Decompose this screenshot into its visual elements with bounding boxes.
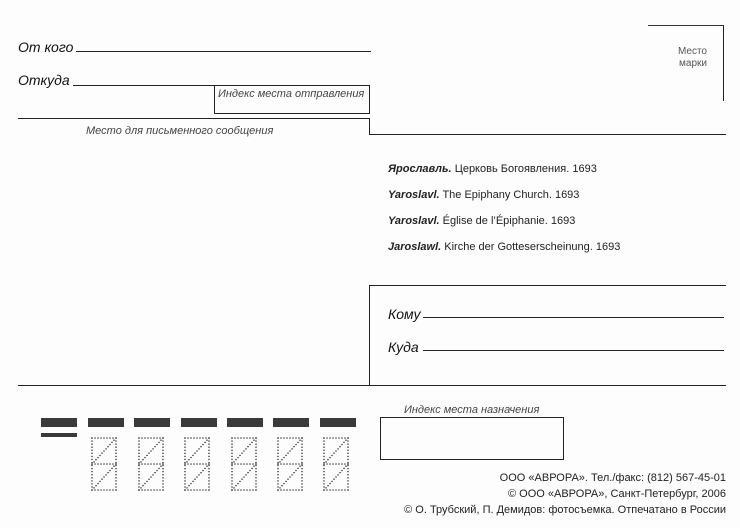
to-label: Кому [388, 306, 421, 322]
credits-line: © О. Трубский, П. Демидов: фотосъемка. Отпечатано в России [404, 504, 726, 516]
top-separator-right [369, 134, 726, 135]
stamp-place [664, 46, 707, 70]
top-separator-left [18, 118, 370, 119]
index-digit-bar [273, 418, 309, 427]
where-to-line[interactable] [423, 350, 724, 351]
where-to-label: Куда [388, 339, 419, 355]
publisher-line: ООО «АВРОРА». Тел./факс: (812) 567-45-01 [499, 472, 726, 484]
caption-text: Église de l’Épiphanie. 1693 [442, 215, 576, 227]
caption-place: Jaroslawl. [388, 241, 442, 253]
sender-index-label: Индекс места отправления [218, 88, 365, 100]
index-digit-bar [134, 418, 170, 427]
index-digit-bar [181, 418, 217, 427]
caption-place: Yaroslavl. [388, 189, 440, 201]
caption-fr [388, 215, 575, 227]
index-digit-bar [88, 418, 124, 427]
code-sample-bar [41, 433, 77, 437]
message-area-label: Место для письменного сообщения [86, 125, 274, 137]
caption-place: Yaroslavl. [388, 215, 440, 227]
caption-text: Церковь Богоявления. 1693 [454, 163, 597, 175]
dest-index-box[interactable] [380, 417, 564, 460]
caption-text: The Epiphany Church. 1693 [442, 189, 580, 201]
index-digit-box[interactable] [138, 437, 164, 491]
caption-ru [388, 163, 597, 175]
caption-en [388, 189, 579, 201]
index-digit-bar [227, 418, 263, 427]
stamp-box-top [648, 25, 724, 26]
index-digit-box[interactable] [91, 437, 117, 491]
bottom-separator [18, 385, 726, 386]
stamp-place-line2: марки [679, 58, 707, 69]
stamp-place-line1: Место [677, 46, 707, 57]
stamp-box-right [723, 25, 724, 101]
recipient-left-line [369, 285, 370, 386]
index-digit-bar [320, 418, 356, 427]
caption-text: Kirche der Gotteserscheinung. 1693 [444, 241, 621, 253]
from-label: От кого [18, 39, 74, 55]
caption-de [388, 241, 620, 253]
code-sample-bar [41, 418, 77, 427]
caption-place: Ярославль. [388, 163, 452, 175]
from-line[interactable] [76, 51, 371, 52]
index-digit-box[interactable] [231, 437, 257, 491]
copyright-line: © ООО «АВРОРА», Санкт-Петербург, 2006 [507, 488, 726, 500]
to-line[interactable] [423, 317, 724, 318]
where-from-label: Откуда [18, 72, 70, 88]
recipient-top-line [369, 285, 726, 286]
index-digit-box[interactable] [277, 437, 303, 491]
top-step-line [369, 118, 370, 135]
dest-index-label: Индекс места назначения [404, 404, 540, 416]
index-digit-box[interactable] [323, 437, 349, 491]
index-digit-box[interactable] [184, 437, 210, 491]
